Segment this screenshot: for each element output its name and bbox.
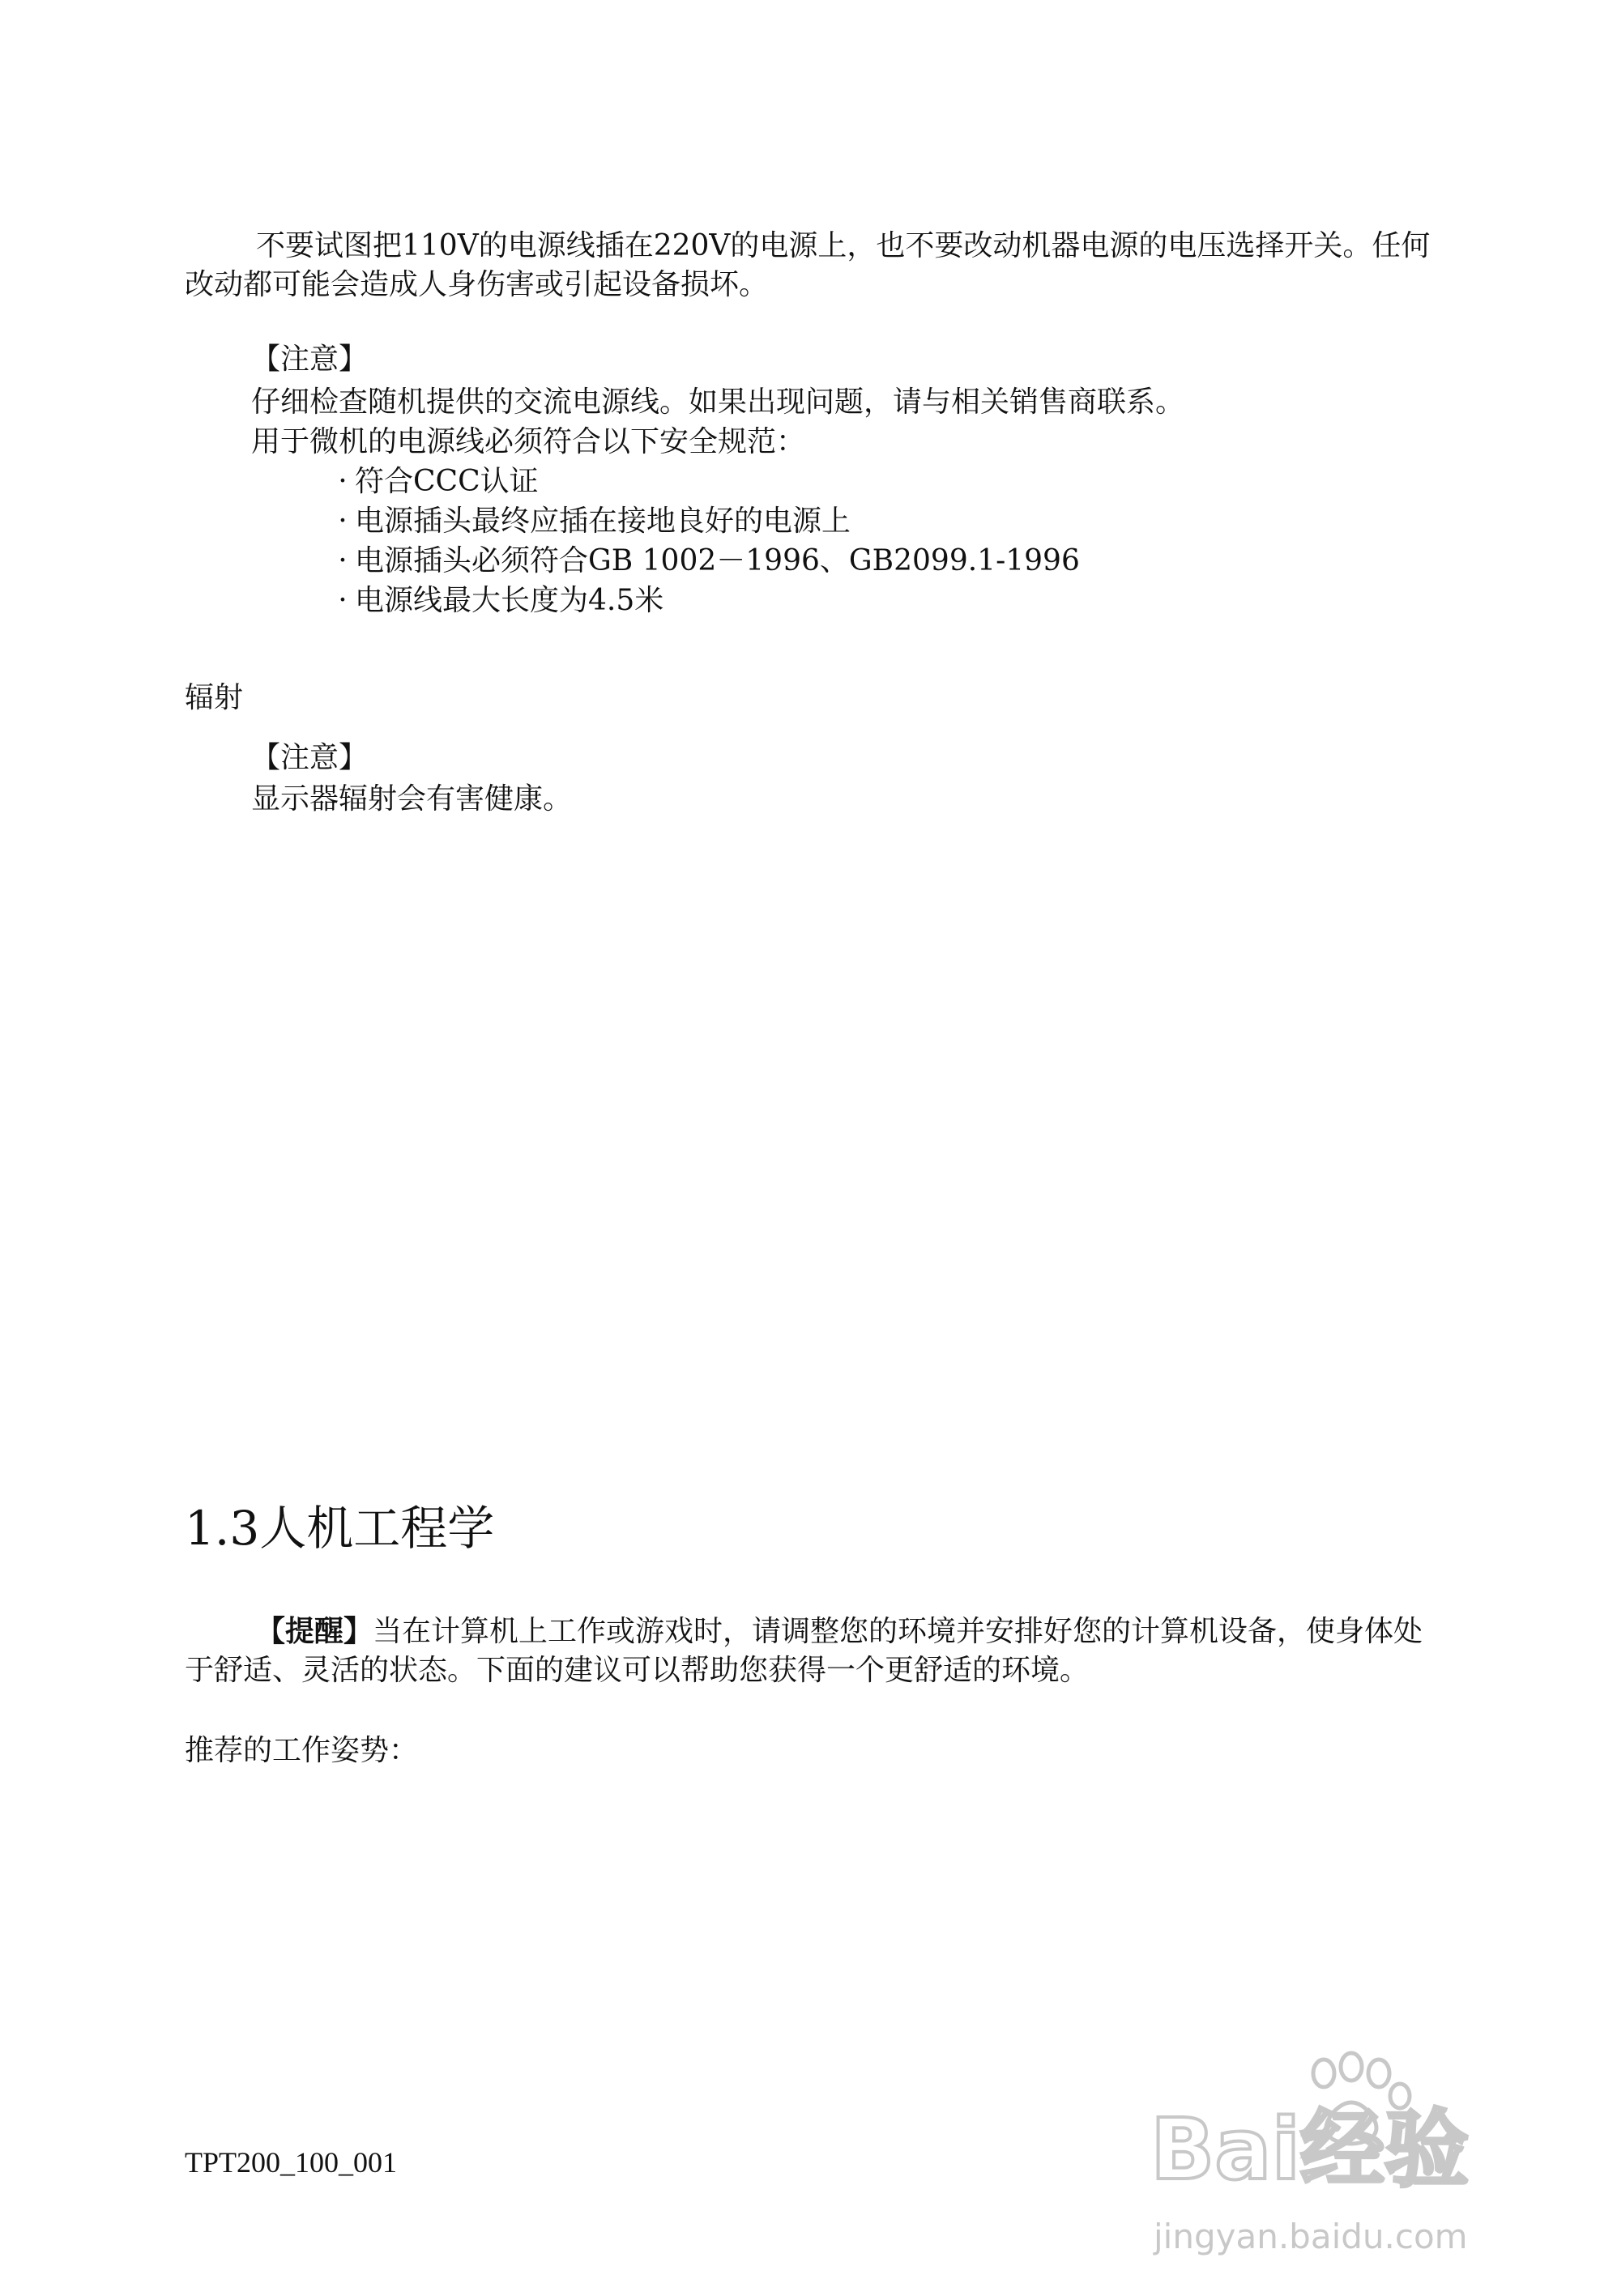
footer-doc-id: TPT200_100_001 [185,2146,398,2179]
posture-heading: 推荐的工作姿势： [185,1734,419,1767]
list-item [331,541,1080,581]
note-heading: 【注意】 [251,343,369,376]
list-item [331,462,1080,501]
radiation-label: 辐射 [185,681,244,714]
list-item-text: 电源插头必须符合GB 1002－1996、GB2099.1-1996 [355,544,1080,577]
list-item [331,501,1080,541]
tip-label: 【提醒】 [256,1614,373,1648]
list-item [331,581,1080,620]
list-item-text: 电源插头最终应插在接地良好的电源上 [355,505,851,538]
bullet-dot: · [338,505,348,538]
watermark-brand: Bai经验 [1150,2100,1470,2199]
tip-text: 当在计算机上工作或游戏时，请调整您的环境并安排好您的计算机设备，使身体处于舒适、灵活的状态。下面的建议可以帮助您获得一个更舒适的环境。 [185,1615,1423,1687]
section-title: 1.3人机工程学 [185,1501,495,1556]
note-line-check-cord: 仔细检查随机提供的交流电源线。如果出现问题，请与相关销售商联系。 [251,386,1185,419]
watermark-url: jingyan.baidu.com [1154,2217,1468,2256]
radiation-note-text: 显示器辐射会有害健康。 [251,782,573,816]
bullet-dot: · [338,544,348,577]
list-item-text: 符合CCC认证 [355,465,539,498]
note-line-safety-spec: 用于微机的电源线必须符合以下安全规范： [251,425,806,458]
baidu-watermark [1150,2049,1523,2276]
tip-paragraph [185,1612,1448,1690]
bullet-dot: · [338,584,348,617]
list-item-text: 电源线最大长度为4.5米 [355,584,664,617]
bullet-dot: · [338,465,348,498]
radiation-note-heading: 【注意】 [251,741,369,774]
power-warning-paragraph: 不要试图把110V的电源线插在220V的电源上，也不要改动机器电源的电压选择开关。任何改动都可能会造成人身伤害或引起设备损坏。 [185,229,1431,301]
safety-spec-list [331,462,1080,620]
